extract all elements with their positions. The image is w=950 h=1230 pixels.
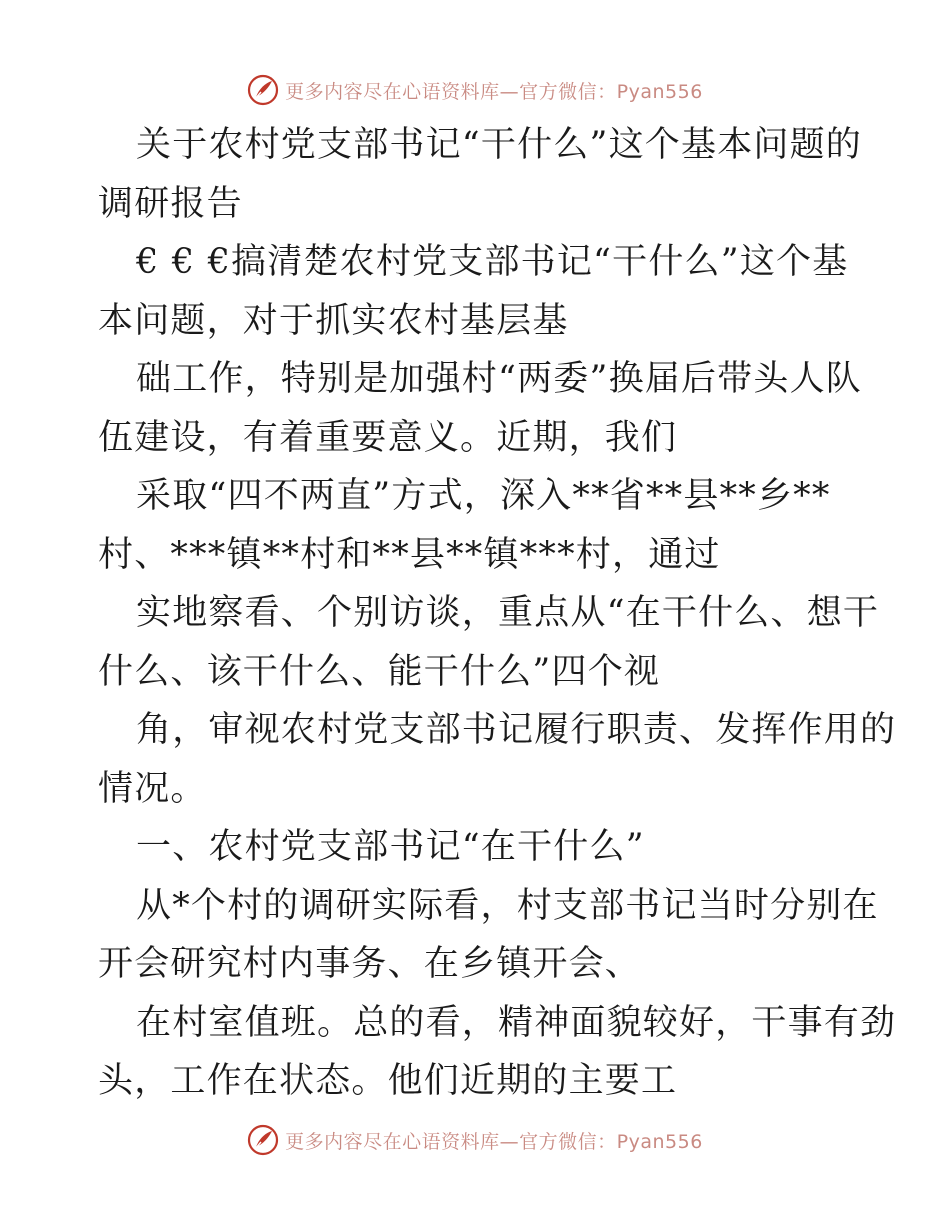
- text-line: 村、***镇**村和**县**镇***村，通过: [98, 534, 721, 575]
- text-line: 础工作，特别是加强村“两委”换届后带头人队: [136, 359, 862, 399]
- watermark-text: 更多内容尽在心语资料库—官方微信：Pyan556: [285, 1130, 703, 1153]
- text-line: 从*个村的调研实际看，村支部书记当时分别在: [136, 885, 879, 926]
- text-line: 采取“四不两直”方式，深入**省**县**乡**: [136, 476, 831, 516]
- text-line: 关于农村党支部书记“干什么”这个基本问题的: [136, 125, 862, 165]
- text-line: 头，工作在状态。他们近期的主要工: [98, 1061, 678, 1101]
- feather-pen-logo-icon: [247, 1124, 279, 1156]
- watermark-header: [0, 70, 950, 110]
- watermark-text: 更多内容尽在心语资料库—官方微信：Pyan556: [285, 80, 703, 103]
- watermark-footer: [0, 1120, 950, 1160]
- text-line: 伍建设，有着重要意义。近期，我们: [98, 417, 678, 458]
- text-line: 本问题，对于抓实农村基层基: [98, 300, 569, 341]
- text-line: 调研报告: [98, 183, 243, 224]
- text-line: 在村室值班。总的看，精神面貌较好，干事有劲: [136, 1002, 897, 1043]
- feather-pen-logo-icon: [247, 74, 279, 106]
- text-line: 实地察看、个别访谈，重点从“在干什么、想干: [136, 593, 880, 633]
- text-line: 角，审视农村党支部书记履行职责、发挥作用的: [136, 710, 897, 750]
- text-line: 开会研究村内事务、在乡镇开会、: [98, 944, 642, 984]
- text-line: 情况。: [98, 768, 207, 809]
- document-body: [98, 116, 897, 1111]
- text-line: 什么、该干什么、能干什么”四个视: [98, 651, 661, 692]
- text-line: € € €搞清楚农村党支部书记“干什么”这个基: [136, 242, 849, 282]
- text-line: 一、农村党支部书记“在干什么”: [136, 827, 645, 867]
